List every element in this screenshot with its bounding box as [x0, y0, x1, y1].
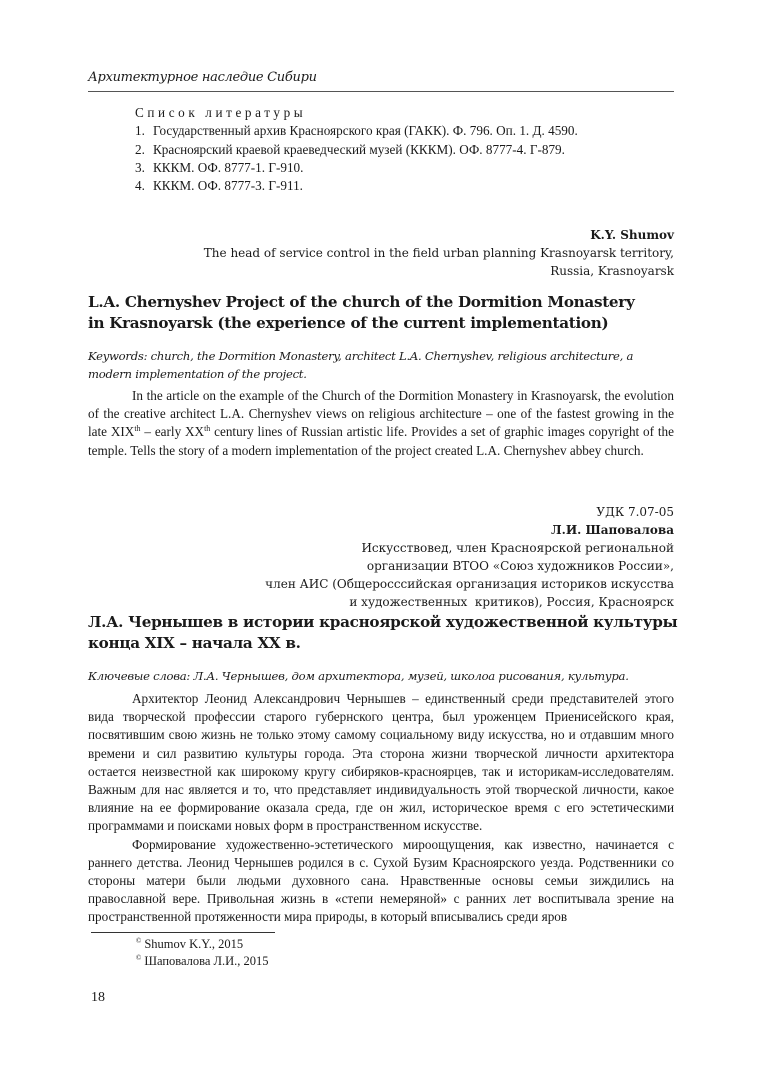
abstract-paragraph — [88, 387, 674, 460]
reference-item — [135, 177, 675, 195]
abstract-text: – early XX — [140, 424, 205, 440]
reference-list — [135, 104, 675, 195]
title-line: in Krasnoyarsk (the experience of the current implementation) — [88, 314, 609, 332]
body-paragraph: Архитектор Леонид Александрович Чернышев – единственный среди представителей этого вида творческой профессии старого губернского центра, был уроженцем Приенисейского края, посвятившим свою жизнь не только этому самому социальному виду искусства, но и отдавшим много времени и сил развитию культуры города. Эта сторона жизни творческой личности архитектора остается неизвестной как широкому кругу сибиряков-красноярцев, так и историкам-исследователям. Важным для нас является и то, что представляет индивидуальность этой творческой личности, какое влияние на ее формирование оказала среда, где он жил, историческое время с его эстетическими программами и поисками новых форм в пространственном искусстве. — [88, 691, 674, 834]
title-line: конца XIX – начала XX в. — [88, 634, 301, 652]
article-title-en — [88, 292, 688, 334]
article-title-ru — [88, 612, 688, 654]
reference-text: КККМ. ОФ. 8777-1. Г-910. — [153, 159, 304, 175]
copyright-mark: © — [136, 954, 142, 962]
author-block-ru — [265, 503, 674, 611]
abstract-text: In the article on the example of the Church of the Dormition Monastery in Krasnoyarsk, the evolution of the creative architect L.A. Chernyshev views on religious architecture – one of the fastest growing in the late XIX — [88, 388, 674, 440]
reference-item — [135, 141, 675, 159]
reference-list-title: Список литературы — [135, 105, 307, 120]
reference-number: 4. — [135, 178, 145, 194]
reference-text: КККМ. ОФ. 8777-3. Г-911. — [153, 178, 303, 194]
author-affiliation-line: и художественных критиков), Россия, Красноярск — [349, 595, 674, 609]
footnote-text: Шаповалова Л.И., 2015 — [144, 954, 269, 968]
body-paragraph: Формирование художественно-эстетического мироощущения, как известно, начинается с раннего детства. Леонид Чернышев родился в с. Сухой Бузим Красноярского уезда. Родственники со стороны матери были людьми духовного сана. Нравственные основы семьи зиждились на православной вере. Привольная жизнь в «степи немеряной» с ранних лет воспитывала зрение на пространственной протяженности мира природы, в который вписывались среди яров — [88, 836, 674, 925]
author-block-en — [204, 226, 674, 280]
udc-code: УДК 7.07-05 — [596, 505, 674, 519]
article-body-ru — [88, 690, 674, 927]
footnote — [136, 953, 269, 970]
footnote-rule — [91, 932, 275, 933]
keywords-ru: Ключевые слова: Л.А. Чернышев, дом архитектора, музей, школоа рисования, культура. — [88, 669, 629, 683]
reference-text: Красноярский краевой краеведческий музей (КККМ). ОФ. 8777-4. Г-879. — [153, 141, 565, 157]
abstract-en — [88, 387, 674, 460]
author-name-ru: Л.И. Шаповалова — [551, 523, 674, 537]
author-affiliation-line: The head of service control in the field urban planning Krasnoyarsk territory, — [203, 246, 674, 260]
title-line: Л.А. Чернышев в истории красноярской художественной культуры — [88, 613, 678, 631]
reference-number: 2. — [135, 141, 145, 157]
superscript: th — [134, 424, 141, 434]
reference-item — [135, 122, 675, 140]
author-name-en: K.Y. Shumov — [590, 228, 674, 242]
reference-number: 1. — [135, 123, 145, 139]
reference-text: Государственный архив Красноярского края (ГАКК). Ф. 796. Оп. 1. Д. 4590. — [153, 123, 578, 139]
copyright-mark: © — [136, 937, 142, 945]
author-affiliation-line: Russia, Krasnoyarsk — [550, 264, 674, 278]
header-rule — [88, 91, 674, 92]
keywords-en: Keywords: church, the Dormition Monastery, architect L.A. Chernyshev, religious architecture, a modern implementation of the project. — [88, 349, 634, 381]
author-affiliation-line: Искусствовед, член Красноярской региональной — [361, 541, 674, 555]
page-number: 18 — [91, 990, 105, 1005]
footnote-text: Shumov K.Y., 2015 — [144, 937, 244, 951]
reference-number: 3. — [135, 159, 145, 175]
author-affiliation-line: член АИС (Общеросссийская организация историков искусства — [265, 577, 674, 591]
footnotes — [136, 936, 269, 970]
abstract-text: century lines of Russian artistic life. Provides a set of graphic images copyright of the temple. Tells the story of a modern implementation of the project created L.A. Chernyshev abbey church. — [88, 424, 674, 458]
reference-item — [135, 159, 675, 177]
footnote — [136, 936, 269, 953]
superscript: th — [204, 424, 211, 434]
author-affiliation-line: организации ВТОО «Союз художников России», — [366, 559, 674, 573]
running-header: Архитектурное наследие Сибири — [88, 70, 317, 85]
title-line: L.A. Chernyshev Project of the church of the Dormition Monastery — [88, 293, 635, 311]
